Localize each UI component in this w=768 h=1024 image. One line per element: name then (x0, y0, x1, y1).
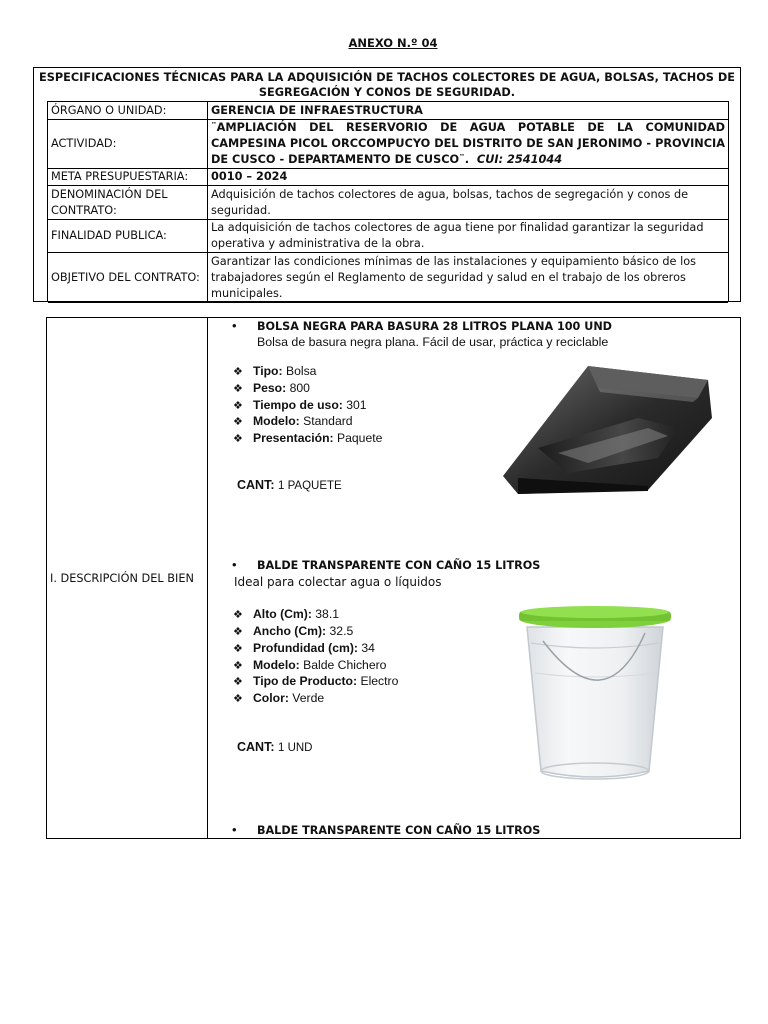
item-title: BOLSA NEGRA PARA BASURA 28 LITROS PLANA 100 UND (257, 320, 612, 333)
diamond-bullet-icon: ❖ (233, 433, 243, 445)
section-label: I. DESCRIPCIÓN DEL BIEN (47, 318, 208, 838)
table-row (48, 252, 728, 303)
row-label: OBJETIVO DEL CONTRATO: (48, 253, 208, 302)
diamond-bullet-icon: ❖ (233, 676, 243, 688)
bullet-icon: • (232, 318, 237, 333)
row-value: 0010 – 2024 (211, 170, 288, 183)
spec-line: ❖ Modelo: Balde Chichero (233, 658, 387, 672)
item-title: BALDE TRANSPARENTE CON CAÑO 15 LITROS (257, 824, 541, 837)
spec-line: ❖ Peso: 800 (233, 381, 310, 395)
table-row (48, 102, 728, 119)
row-value: Adquisición de tachos colectores de agua, bolsas, tachos de segregación y conos de seguridad. (211, 187, 689, 217)
table-header: ESPECIFICACIONES TÉCNICAS PARA LA ADQUISICIÓN DE TACHOS COLECTORES DE AGUA, BOLSAS, TACHOS DE SEGREGACIÓN Y CONOS DE SEGURIDAD. (39, 71, 735, 99)
spec-line: ❖ Color: Verde (233, 691, 325, 705)
diamond-bullet-icon: ❖ (233, 366, 243, 378)
item-description: Ideal para colectar agua o líquidos (234, 575, 442, 589)
row-label: ÓRGANO O UNIDAD: (48, 102, 208, 119)
spec-line: ❖ Tipo de Producto: Electro (233, 674, 399, 688)
diamond-bullet-icon: ❖ (233, 383, 243, 395)
spec-line: ❖ Presentación: Paquete (233, 431, 383, 445)
diamond-bullet-icon: ❖ (233, 626, 243, 638)
spec-line: ❖ Tiempo de uso: 301 (233, 398, 367, 412)
spec-line: ❖ Ancho (Cm): 32.5 (233, 624, 354, 638)
spec-line: ❖ Tipo: Bolsa (233, 364, 317, 378)
page-title: ANEXO N.º 04 (348, 36, 438, 50)
item-title: BALDE TRANSPARENTE CON CAÑO 15 LITROS (257, 559, 541, 572)
bullet-icon: • (232, 557, 237, 572)
cui-code: CUI: 2541044 (476, 153, 563, 166)
row-value: La adquisición de tachos colectores de agua tiene por finalidad garantizar la seguridad operativa y administrativa de la obra. (211, 221, 704, 250)
table-row (48, 168, 728, 185)
spec-line: ❖ Profundidad (cm): 34 (233, 641, 375, 655)
row-value (208, 120, 728, 168)
bucket-image (515, 603, 675, 783)
diamond-bullet-icon: ❖ (233, 416, 243, 428)
activity-text: ¨AMPLIACIÓN DEL RESERVORIO DE AGUA POTABLE DE LA COMUNIDAD CAMPESINA PICOL ORCCOMPUCYO DEL DISTRITO DE SAN JERONIMO - PROVINCIA DE CUSCO - DEPARTAMENTO DE CUSCO¨. (211, 121, 725, 166)
spec-line: ❖ Modelo: Standard (233, 414, 353, 428)
row-label: FINALIDAD PUBLICA: (48, 220, 208, 252)
row-label: ACTIVIDAD: (48, 120, 208, 168)
general-info-table (33, 67, 741, 302)
row-value: GERENCIA DE INFRAESTRUCTURA (211, 103, 423, 117)
table-row (48, 219, 728, 252)
item-description: Bolsa de basura negra plana. Fácil de usar, práctica y reciclable (257, 335, 609, 349)
spec-line: ❖ Alto (Cm): 38.1 (233, 607, 340, 621)
diamond-bullet-icon: ❖ (233, 609, 243, 621)
diamond-bullet-icon: ❖ (233, 643, 243, 655)
diamond-bullet-icon: ❖ (233, 660, 243, 672)
row-label: DENOMINACIÓN DEL CONTRATO: (48, 186, 208, 219)
row-value: Garantizar las condiciones mínimas de las instalaciones y equipamiento básico de los trabajadores según el Reglamento de seguridad y salud en el trabajo de los obreros municipales. (211, 254, 697, 300)
row-label: META PRESUPUESTARIA: (48, 169, 208, 185)
bullet-icon: • (232, 822, 237, 837)
trash-bag-image (498, 358, 716, 498)
diamond-bullet-icon: ❖ (233, 400, 243, 412)
table-row (48, 185, 728, 219)
info-grid (47, 101, 729, 302)
quantity-line: CANT: 1 UND (237, 740, 313, 754)
diamond-bullet-icon: ❖ (233, 693, 243, 705)
quantity-line: CANT: 1 PAQUETE (237, 478, 342, 492)
table-row (48, 119, 728, 168)
